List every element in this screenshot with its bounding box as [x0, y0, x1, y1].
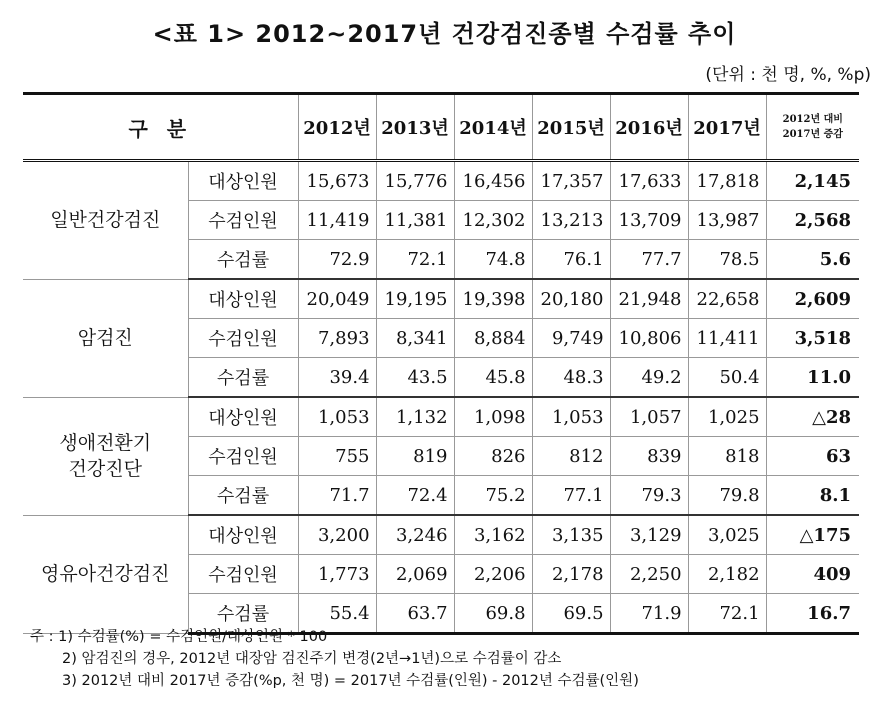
cell-value: 11,419: [298, 201, 376, 240]
table-row: [23, 397, 859, 437]
cell-value: 72.4: [376, 476, 454, 516]
header-year-2012: 2012년: [298, 94, 376, 161]
cell-value: 71.9: [610, 594, 688, 634]
row-label: 수검률: [188, 594, 298, 634]
cell-value: 72.1: [376, 240, 454, 280]
cell-value: 3,135: [532, 515, 610, 555]
row-label: 수검률: [188, 476, 298, 516]
cell-value: 9,749: [532, 319, 610, 358]
cell-value: 22,658: [688, 279, 766, 319]
cell-value: 1,132: [376, 397, 454, 437]
cell-diff: 3,518: [766, 319, 859, 358]
header-row: [23, 94, 859, 161]
header-year-2015: 2015년: [532, 94, 610, 161]
cell-value: 49.2: [610, 358, 688, 398]
cell-value: 839: [610, 437, 688, 476]
cell-value: 74.8: [454, 240, 532, 280]
table-row: [23, 161, 859, 201]
cell-value: 55.4: [298, 594, 376, 634]
cell-value: 71.7: [298, 476, 376, 516]
cell-value: 39.4: [298, 358, 376, 398]
cell-value: 10,806: [610, 319, 688, 358]
cell-value: 1,053: [532, 397, 610, 437]
row-label: 수검인원: [188, 201, 298, 240]
cell-value: 2,206: [454, 555, 532, 594]
table-row: [23, 515, 859, 555]
cell-diff: 8.1: [766, 476, 859, 516]
cell-diff: 5.6: [766, 240, 859, 280]
cell-value: 75.2: [454, 476, 532, 516]
cell-value: 11,381: [376, 201, 454, 240]
group-name-line1: 생애전환기: [59, 432, 152, 454]
cell-value: 11,411: [688, 319, 766, 358]
cell-value: 78.5: [688, 240, 766, 280]
cell-value: 818: [688, 437, 766, 476]
cell-value: 2,069: [376, 555, 454, 594]
cell-value: 13,709: [610, 201, 688, 240]
group-cancer-screening: 암검진: [23, 279, 188, 397]
header-gubun: 구 분: [23, 94, 298, 161]
group-infant-checkup: 영유아건강검진: [23, 515, 188, 634]
cell-diff: 2,568: [766, 201, 859, 240]
header-compare: [766, 94, 859, 161]
row-label: 수검인원: [188, 437, 298, 476]
table-row: [23, 279, 859, 319]
group-life-transition-checkup: [23, 397, 188, 515]
row-label: 대상인원: [188, 279, 298, 319]
cell-diff: △28: [766, 397, 859, 437]
cell-value: 76.1: [532, 240, 610, 280]
cell-value: 17,633: [610, 161, 688, 201]
table-title: <표 1> 2012~2017년 건강검진종별 수검률 추이: [152, 20, 737, 48]
cell-value: 48.3: [532, 358, 610, 398]
unit-label: (단위 : 천 명, %, %p): [705, 65, 871, 85]
row-label: 수검인원: [188, 555, 298, 594]
group-general-checkup: 일반건강검진: [23, 161, 188, 280]
header-compare-line1: 2012년 대비: [782, 114, 843, 125]
cell-value: 3,162: [454, 515, 532, 555]
cell-diff: 2,609: [766, 279, 859, 319]
cell-value: 812: [532, 437, 610, 476]
cell-value: 45.8: [454, 358, 532, 398]
cell-value: 69.5: [532, 594, 610, 634]
row-label: 대상인원: [188, 161, 298, 201]
screening-rate-table: [23, 92, 859, 635]
header-year-2016: 2016년: [610, 94, 688, 161]
cell-value: 79.8: [688, 476, 766, 516]
header-year-2017: 2017년: [688, 94, 766, 161]
cell-value: 43.5: [376, 358, 454, 398]
cell-value: 15,776: [376, 161, 454, 201]
cell-value: 69.8: [454, 594, 532, 634]
cell-value: 72.9: [298, 240, 376, 280]
row-label: 대상인원: [188, 515, 298, 555]
cell-value: 17,818: [688, 161, 766, 201]
footnote-1: 주 : 1) 수검률(%) = 수검인원/대상인원 * 100: [30, 629, 328, 645]
cell-value: 1,053: [298, 397, 376, 437]
cell-value: 20,180: [532, 279, 610, 319]
cell-diff: 409: [766, 555, 859, 594]
cell-value: 1,773: [298, 555, 376, 594]
cell-value: 2,178: [532, 555, 610, 594]
cell-value: 1,025: [688, 397, 766, 437]
cell-diff: 63: [766, 437, 859, 476]
cell-value: 3,246: [376, 515, 454, 555]
header-compare-line2: 2017년 증감: [782, 129, 843, 140]
row-label: 수검인원: [188, 319, 298, 358]
cell-value: 13,987: [688, 201, 766, 240]
cell-diff: △175: [766, 515, 859, 555]
cell-value: 755: [298, 437, 376, 476]
cell-value: 2,182: [688, 555, 766, 594]
cell-value: 3,129: [610, 515, 688, 555]
cell-value: 8,341: [376, 319, 454, 358]
cell-value: 3,025: [688, 515, 766, 555]
header-year-2013: 2013년: [376, 94, 454, 161]
cell-value: 13,213: [532, 201, 610, 240]
cell-value: 77.1: [532, 476, 610, 516]
footnote-2: 2) 암검진의 경우, 2012년 대장암 검진주기 변경(2년→1년)으로 수검률이 감소: [62, 651, 562, 667]
row-label: 수검률: [188, 240, 298, 280]
cell-value: 826: [454, 437, 532, 476]
group-name-line2: 건강진단: [68, 458, 142, 480]
cell-value: 72.1: [688, 594, 766, 634]
cell-value: 819: [376, 437, 454, 476]
cell-diff: 16.7: [766, 594, 859, 634]
cell-value: 12,302: [454, 201, 532, 240]
cell-value: 16,456: [454, 161, 532, 201]
cell-value: 19,398: [454, 279, 532, 319]
cell-value: 2,250: [610, 555, 688, 594]
cell-value: 77.7: [610, 240, 688, 280]
cell-diff: 11.0: [766, 358, 859, 398]
row-label: 대상인원: [188, 397, 298, 437]
cell-value: 7,893: [298, 319, 376, 358]
cell-value: 63.7: [376, 594, 454, 634]
cell-value: 1,057: [610, 397, 688, 437]
cell-value: 79.3: [610, 476, 688, 516]
cell-value: 21,948: [610, 279, 688, 319]
cell-value: 20,049: [298, 279, 376, 319]
footnotes: [30, 626, 639, 692]
row-label: 수검률: [188, 358, 298, 398]
cell-value: 8,884: [454, 319, 532, 358]
cell-value: 19,195: [376, 279, 454, 319]
cell-value: 3,200: [298, 515, 376, 555]
cell-value: 50.4: [688, 358, 766, 398]
cell-value: 17,357: [532, 161, 610, 201]
header-year-2014: 2014년: [454, 94, 532, 161]
cell-value: 15,673: [298, 161, 376, 201]
cell-value: 1,098: [454, 397, 532, 437]
cell-diff: 2,145: [766, 161, 859, 201]
footnote-3: 3) 2012년 대비 2017년 증감(%p, 천 명) = 2017년 수검률(인원) - 2012년 수검률(인원): [62, 673, 639, 689]
